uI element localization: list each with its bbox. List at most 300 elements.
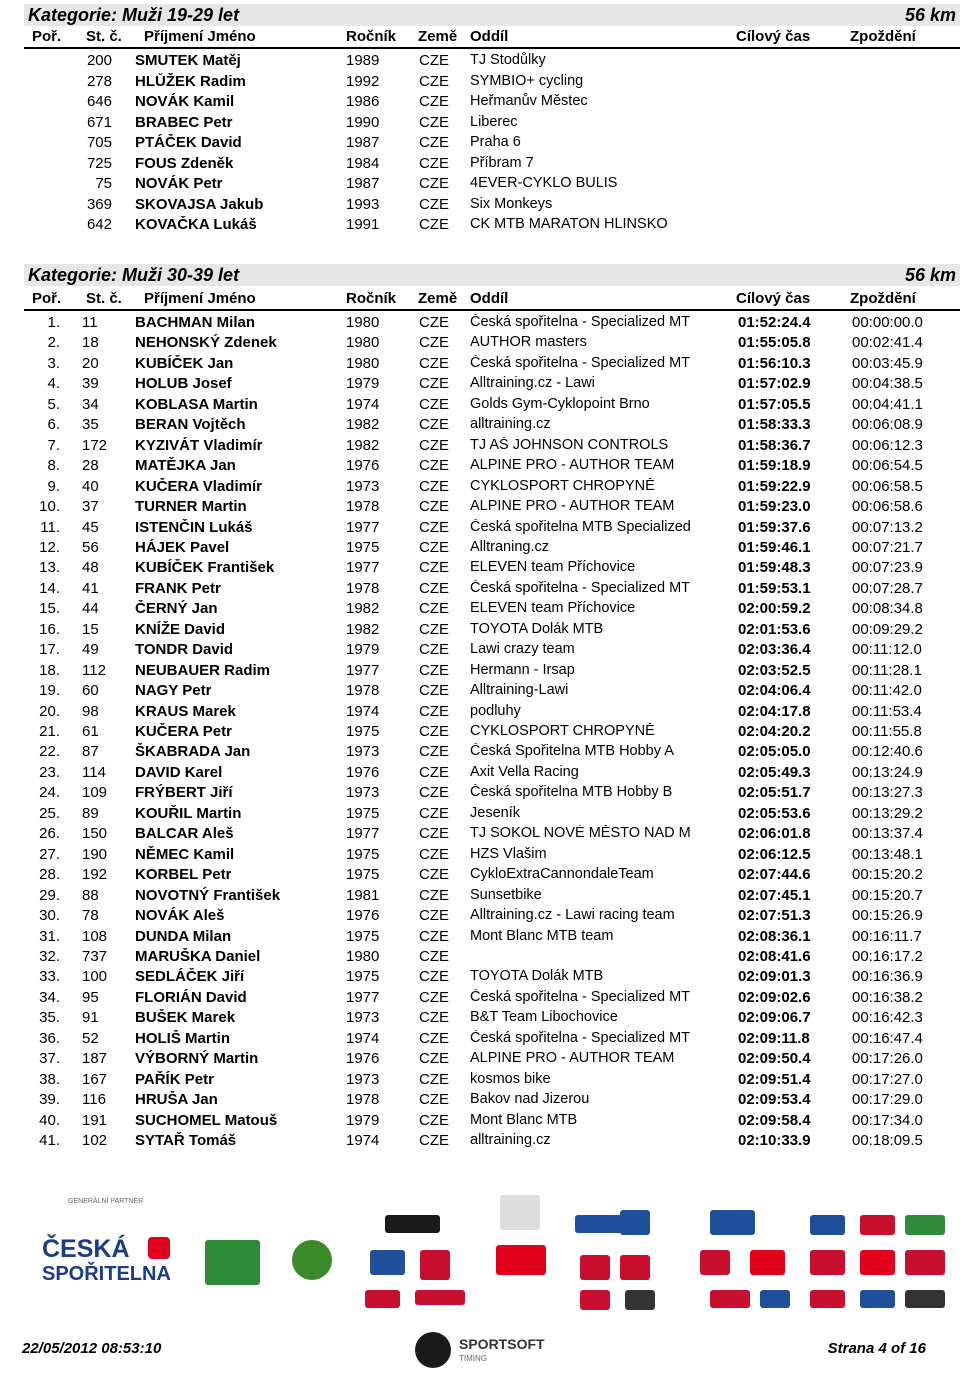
year-cell: 1977	[346, 559, 380, 577]
name-cell: NEHONSKÝ Zdenek	[135, 334, 277, 352]
rank-cell: 33.	[39, 968, 60, 986]
country-cell: CZE	[419, 195, 449, 213]
table-row	[0, 1112, 960, 1132]
bib-cell: 11	[82, 314, 98, 331]
table-row	[0, 559, 960, 579]
country-cell: CZE	[419, 579, 449, 597]
year-cell: 1982	[346, 600, 380, 618]
bib-cell: 91	[82, 1009, 99, 1027]
delay-cell: 00:06:58.6	[852, 498, 923, 516]
bib-cell: 28	[82, 457, 99, 475]
club-cell: ALPINE PRO - AUTHOR TEAM	[470, 457, 675, 474]
country-cell: CZE	[419, 1050, 449, 1068]
table-row	[0, 334, 960, 354]
delay-cell: 00:11:55.8	[852, 723, 922, 740]
partner-logo-2	[370, 1250, 405, 1275]
delay-cell: 00:16:36.9	[852, 968, 923, 986]
time-cell: 01:58:33.3	[738, 416, 811, 434]
rank-cell: 31.	[39, 927, 60, 945]
rank-cell: 3.	[47, 354, 60, 372]
rank-cell: 25.	[39, 804, 60, 822]
col-year: Ročník	[346, 290, 397, 307]
club-cell: Alltraining.cz - Lawi	[470, 375, 595, 392]
year-cell: 1979	[346, 641, 380, 659]
table-row	[0, 743, 960, 763]
bib-cell: 61	[82, 723, 99, 740]
table-row	[0, 1091, 960, 1111]
country-cell: CZE	[419, 988, 449, 1006]
delay-cell: 00:17:34.0	[852, 1111, 923, 1129]
table-row	[0, 621, 960, 641]
delay-cell: 00:18:09.5	[852, 1132, 923, 1149]
partner-logo-12	[700, 1250, 730, 1275]
table-row	[0, 478, 960, 498]
rank-cell: 16.	[39, 620, 60, 638]
rank-cell: 19.	[39, 682, 60, 700]
year-cell: 1975	[346, 538, 380, 556]
rank-cell: 41.	[39, 1132, 60, 1149]
time-cell: 01:56:10.3	[738, 354, 811, 372]
name-cell: DUNDA Milan	[135, 927, 232, 945]
rank-cell: 28.	[39, 866, 60, 884]
country-cell: CZE	[419, 866, 449, 884]
name-cell: ISTENČIN Lukáš	[135, 518, 253, 536]
club-cell: Jeseník	[470, 804, 520, 821]
rank-cell: 14.	[39, 579, 60, 597]
club-cell: Sunsetbike	[470, 886, 542, 903]
club-cell: HZS Vlašim	[470, 845, 547, 862]
rank-cell: 20.	[39, 702, 60, 720]
club-cell: Axit Vella Racing	[470, 763, 579, 780]
partner-logo-17	[860, 1215, 895, 1235]
country-cell: CZE	[419, 784, 449, 802]
country-cell: CZE	[419, 395, 449, 413]
table-row	[0, 662, 960, 682]
year-cell: 1974	[346, 702, 380, 720]
year-cell: 1980	[346, 334, 380, 352]
club-cell: AUTHOR masters	[470, 334, 587, 351]
bib-cell: 49	[82, 641, 99, 659]
delay-cell: 00:07:13.2	[852, 518, 923, 536]
time-cell: 02:08:41.6	[738, 947, 811, 965]
name-cell: BERAN Vojtěch	[135, 416, 246, 434]
bib-cell: 39	[82, 375, 99, 393]
country-cell: CZE	[419, 723, 449, 740]
country-cell: CZE	[419, 743, 449, 761]
col-name: Příjmení Jméno	[144, 28, 256, 45]
rank-cell: 36.	[39, 1029, 60, 1047]
bib-cell: 192	[82, 866, 108, 884]
name-cell: HOLIŠ Martin	[135, 1029, 231, 1047]
bib-cell: 41	[82, 579, 99, 597]
rank-cell: 13.	[39, 559, 60, 577]
name-cell: KUČERA Vladimír	[135, 477, 262, 495]
year-cell: 1980	[346, 947, 380, 965]
table-row	[0, 52, 960, 72]
rank-cell: 40.	[39, 1111, 60, 1129]
country-cell: CZE	[419, 1009, 449, 1027]
rank-cell: 38.	[39, 1070, 60, 1088]
delay-cell: 00:08:34.8	[852, 600, 923, 618]
country-cell: CZE	[419, 1132, 449, 1149]
club-cell: Alltraining-Lawi	[470, 682, 569, 699]
header-rule-1	[24, 47, 960, 49]
time-cell: 02:09:01.3	[738, 968, 811, 986]
partner-logo-23	[860, 1290, 895, 1308]
country-cell: CZE	[419, 314, 449, 331]
country-cell: CZE	[419, 947, 449, 965]
name-cell: VÝBORNÝ Martin	[135, 1050, 259, 1068]
delay-cell: 00:15:20.2	[852, 866, 923, 884]
year-cell: 1974	[346, 1029, 380, 1047]
name-cell: FOUS Zdeněk	[135, 154, 234, 172]
category-name: Muži 30-39 let	[122, 265, 240, 285]
rank-cell: 8.	[47, 457, 60, 475]
bib-cell: 191	[82, 1111, 108, 1129]
year-cell: 1977	[346, 661, 380, 679]
rank-cell: 30.	[39, 907, 60, 925]
year-cell: 1973	[346, 743, 380, 761]
club-cell: Liberec	[470, 113, 518, 130]
year-cell: 1989	[346, 52, 380, 69]
time-cell: 01:59:37.6	[738, 518, 811, 536]
rank-cell: 29.	[39, 886, 60, 904]
country-cell: CZE	[419, 641, 449, 659]
col-delay: Zpoždění	[850, 290, 916, 307]
time-cell: 01:59:18.9	[738, 457, 811, 475]
rank-cell: 24.	[39, 784, 60, 802]
name-cell: SUCHOMEL Matouš	[135, 1111, 278, 1129]
year-cell: 1976	[346, 763, 380, 781]
time-cell: 02:04:17.8	[738, 702, 811, 720]
club-cell: CYKLOSPORT CHROPYNĚ	[470, 477, 655, 494]
year-cell: 1975	[346, 804, 380, 822]
year-cell: 1974	[346, 1132, 380, 1149]
delay-cell: 00:12:40.6	[852, 743, 923, 761]
rank-cell: 6.	[47, 416, 60, 434]
club-cell: TOYOTA Dolák MTB	[470, 620, 604, 637]
table-row	[0, 764, 960, 784]
country-cell: CZE	[419, 477, 449, 495]
table-row	[0, 457, 960, 477]
partner-logo-11	[620, 1210, 650, 1235]
time-cell: 01:55:05.8	[738, 334, 811, 352]
partner-logo-21	[905, 1250, 945, 1275]
bib-cell: 44	[82, 600, 99, 618]
time-cell: 02:09:53.4	[738, 1091, 811, 1109]
country-cell: CZE	[419, 968, 449, 986]
club-cell: alltraining.cz	[470, 1132, 551, 1148]
table-row	[0, 887, 960, 907]
bib-cell: 167	[82, 1070, 108, 1088]
name-cell: BUŠEK Marek	[135, 1009, 236, 1027]
country-cell: CZE	[419, 72, 449, 90]
name-cell: BACHMAN Milan	[135, 314, 255, 331]
year-cell: 1977	[346, 988, 380, 1006]
year-cell: 1973	[346, 1009, 380, 1027]
club-cell: TJ SOKOL NOVÉ MĚSTO NAD M	[470, 825, 691, 842]
category-distance-2: 56 km	[904, 265, 956, 285]
table-row	[0, 175, 960, 195]
country-cell: CZE	[419, 682, 449, 700]
year-cell: 1975	[346, 723, 380, 740]
bib-cell: 15	[82, 620, 99, 638]
rank-cell: 12.	[39, 538, 60, 556]
country-cell: CZE	[419, 1111, 449, 1129]
rank-cell: 11.	[40, 518, 60, 536]
bib-cell: 109	[82, 784, 108, 802]
sportsoft-logo-subtext: TIMING	[459, 1354, 487, 1363]
name-cell: NAGY Petr	[135, 682, 212, 700]
year-cell: 1973	[346, 477, 380, 495]
year-cell: 1987	[346, 134, 380, 151]
country-cell: CZE	[419, 1029, 449, 1047]
ceska-sporitelna-logo	[42, 1235, 187, 1290]
name-cell: KUČERA Petr	[135, 723, 232, 740]
year-cell: 1977	[346, 825, 380, 843]
delay-cell: 00:15:26.9	[852, 907, 923, 925]
table-row	[0, 498, 960, 518]
year-cell: 1973	[346, 1070, 380, 1088]
bib-cell: 100	[82, 968, 108, 986]
partner-logo-16	[810, 1215, 845, 1235]
partner-logo-5	[500, 1195, 540, 1230]
time-cell: 02:10:33.9	[738, 1132, 811, 1149]
col-time: Cílový čas	[736, 28, 811, 45]
bib-cell: 278	[86, 72, 112, 90]
rank-cell: 32.	[39, 947, 60, 965]
club-cell: ELEVEN team Příchovice	[470, 600, 636, 617]
rank-cell: 23.	[39, 763, 60, 781]
name-cell: TURNER Martin	[135, 498, 247, 516]
country-cell: CZE	[419, 600, 449, 618]
bib-cell: 705	[86, 134, 112, 151]
col-rank: Poř.	[32, 28, 62, 45]
year-cell: 1977	[346, 518, 380, 536]
year-cell: 1975	[346, 927, 380, 945]
club-cell: TOYOTA Dolák MTB	[470, 968, 604, 985]
country-cell: CZE	[419, 886, 449, 904]
name-cell: HOLUB Josef	[135, 375, 232, 393]
partner-logo-9	[580, 1290, 610, 1310]
country-cell: CZE	[419, 93, 449, 110]
table-row	[0, 825, 960, 845]
country-cell: CZE	[419, 559, 449, 577]
table-row	[0, 539, 960, 559]
time-cell: 02:03:36.4	[738, 641, 811, 659]
partner-logo-8	[620, 1255, 650, 1280]
table-row	[0, 114, 960, 134]
rajec-logo	[710, 1210, 755, 1235]
delay-cell: 00:06:08.9	[852, 416, 923, 434]
name-cell: FRANK Petr	[135, 579, 221, 597]
country-cell: CZE	[419, 661, 449, 679]
club-cell: alltraining.cz	[470, 416, 551, 433]
time-cell: 01:59:53.1	[738, 579, 811, 597]
name-cell: KOUŘIL Martin	[135, 804, 242, 822]
table-row	[0, 93, 960, 113]
country-cell: CZE	[419, 702, 449, 720]
year-cell: 1979	[346, 1111, 380, 1129]
rank-cell: 35.	[39, 1009, 60, 1027]
country-cell: CZE	[419, 907, 449, 925]
time-cell: 02:06:12.5	[738, 845, 811, 863]
name-cell: KUBÍČEK František	[135, 559, 275, 577]
year-cell: 1991	[346, 216, 380, 233]
country-cell: CZE	[419, 845, 449, 863]
column-header-row-1	[24, 28, 960, 46]
name-cell: FRÝBERT Jiří	[135, 784, 233, 802]
year-cell: 1982	[346, 436, 380, 454]
table-row	[0, 1132, 960, 1152]
club-cell: Česká spořitelna MTB Specialized	[470, 518, 691, 535]
bib-cell: 98	[82, 702, 99, 720]
name-cell: DAVID Karel	[135, 763, 223, 781]
name-cell: ŠKABRADA Jan	[135, 743, 251, 761]
year-cell: 1980	[346, 354, 380, 372]
delay-cell: 00:16:47.4	[852, 1029, 923, 1047]
logo-s-mark	[148, 1237, 170, 1259]
year-cell: 1978	[346, 1091, 380, 1109]
delay-cell: 00:11:28.1	[852, 661, 922, 679]
bib-cell: 87	[82, 743, 99, 761]
table-row	[0, 928, 960, 948]
club-cell: Česká spořitelna - Specialized MT	[470, 314, 691, 330]
rank-cell: 9.	[47, 477, 60, 495]
year-cell: 1982	[346, 416, 380, 434]
col-country: Země	[418, 290, 458, 307]
bib-cell: 150	[82, 825, 108, 843]
time-cell: 01:58:36.7	[738, 436, 811, 454]
name-cell: NOVOTNÝ František	[135, 886, 281, 904]
bib-cell: 35	[82, 416, 99, 434]
table-row	[0, 396, 960, 416]
time-cell: 02:04:20.2	[738, 723, 811, 740]
table-row	[0, 846, 960, 866]
table-row	[0, 948, 960, 968]
table-row	[0, 1009, 960, 1029]
rank-cell: 1.	[47, 314, 60, 331]
partner-logo-4	[415, 1290, 465, 1305]
rank-cell: 34.	[39, 988, 60, 1006]
table-row	[0, 355, 960, 375]
rank-cell: 27.	[39, 845, 60, 863]
year-cell: 1984	[346, 154, 380, 172]
country-cell: CZE	[419, 538, 449, 556]
name-cell: ČERNÝ Jan	[135, 600, 218, 618]
rank-cell: 4.	[47, 375, 60, 393]
partner-logo-13	[750, 1250, 785, 1275]
club-cell: Heřmanův Městec	[470, 93, 588, 109]
time-cell: 02:05:53.6	[738, 804, 811, 822]
club-cell: ALPINE PRO - AUTHOR TEAM	[470, 498, 675, 515]
col-bib: St. č.	[86, 28, 122, 45]
bib-cell: 89	[82, 804, 99, 822]
delay-cell: 00:16:38.2	[852, 988, 923, 1006]
time-cell: 02:04:06.4	[738, 682, 811, 700]
name-cell: HLŮŽEK Radim	[135, 72, 246, 90]
delay-cell: 00:13:24.9	[852, 763, 923, 781]
country-cell: CZE	[419, 375, 449, 393]
rank-cell: 26.	[39, 825, 60, 843]
sportsoft-mark-icon	[415, 1332, 451, 1368]
year-cell: 1975	[346, 866, 380, 884]
partner-logo-22	[810, 1290, 845, 1308]
rank-cell: 17.	[39, 641, 60, 659]
delay-cell: 00:04:38.5	[852, 375, 923, 393]
category-label: Kategorie:	[28, 5, 118, 25]
partner-logo-15	[760, 1290, 790, 1308]
name-cell: HÁJEK Pavel	[135, 538, 230, 556]
rank-cell: 2.	[47, 334, 60, 352]
category-distance-1: 56 km	[904, 5, 956, 25]
year-cell: 1982	[346, 620, 380, 638]
country-cell: CZE	[419, 334, 449, 352]
year-cell: 1978	[346, 498, 380, 516]
club-cell: Six Monkeys	[470, 195, 553, 212]
country-cell: CZE	[419, 354, 449, 372]
bib-cell: 108	[82, 927, 108, 945]
country-cell: CZE	[419, 825, 449, 843]
bib-cell: 88	[82, 886, 99, 904]
name-cell: KORBEL Petr	[135, 866, 232, 884]
time-cell: 02:08:36.1	[738, 927, 811, 945]
name-cell: SYTAŘ Tomáš	[135, 1132, 237, 1149]
country-cell: CZE	[419, 436, 449, 454]
skoda-logo	[292, 1240, 332, 1280]
country-cell: CZE	[419, 1091, 449, 1109]
time-cell: 02:09:11.8	[738, 1029, 810, 1047]
table-row	[0, 682, 960, 702]
name-cell: MATĚJKA Jan	[135, 457, 236, 475]
rank-cell: 39.	[39, 1091, 60, 1109]
time-cell: 02:07:51.3	[738, 907, 811, 925]
table-row	[0, 519, 960, 539]
time-cell: 02:09:02.6	[738, 988, 811, 1006]
time-cell: 02:03:52.5	[738, 661, 811, 679]
rank-cell: 15.	[39, 600, 60, 618]
bib-cell: 725	[86, 154, 112, 172]
bib-cell: 18	[82, 334, 99, 352]
country-cell: CZE	[419, 416, 449, 434]
bib-cell: 112	[82, 661, 106, 679]
time-cell: 02:06:01.8	[738, 825, 811, 843]
table-row	[0, 641, 960, 661]
country-cell: CZE	[419, 1070, 449, 1088]
time-cell: 01:59:46.1	[738, 538, 811, 556]
table-row	[0, 600, 960, 620]
name-cell: NEUBAUER Radim	[135, 661, 271, 679]
bib-cell: 642	[86, 216, 112, 233]
club-cell: SYMBIO+ cycling	[470, 72, 584, 89]
name-cell: PTÁČEK David	[135, 134, 242, 151]
delay-cell: 00:02:41.4	[852, 334, 923, 352]
partner-logo-7	[580, 1255, 610, 1280]
bib-cell: 60	[82, 682, 99, 700]
club-cell: Hermann - Irsap	[470, 661, 575, 678]
delay-cell: 00:03:45.9	[852, 354, 923, 372]
delay-cell: 00:15:20.7	[852, 886, 923, 904]
name-cell: KRAUS Marek	[135, 702, 236, 720]
bib-cell: 78	[82, 907, 99, 925]
year-cell: 1974	[346, 395, 380, 413]
time-cell: 01:52:24.4	[738, 314, 811, 331]
table-row	[0, 416, 960, 436]
year-cell: 1979	[346, 375, 380, 393]
category-label: Kategorie:	[28, 265, 118, 285]
bib-cell: 369	[86, 195, 112, 213]
year-cell: 1978	[346, 579, 380, 597]
